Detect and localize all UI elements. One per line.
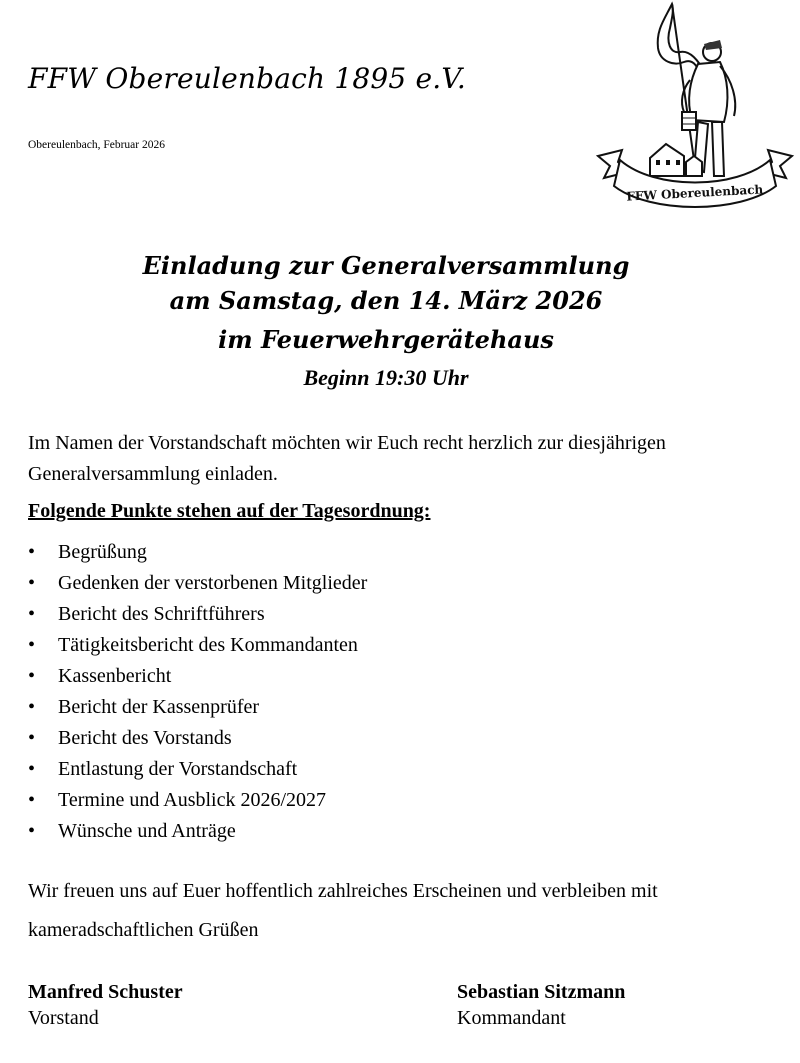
bullet-icon: •	[28, 541, 36, 563]
emblem-graphic	[594, 0, 796, 212]
bullet-icon: •	[28, 820, 36, 842]
agenda-item	[28, 692, 367, 723]
closing-line: kameradschaftlichen Grüßen	[28, 919, 259, 941]
signature-commander	[457, 979, 625, 1031]
agenda-item	[28, 723, 367, 754]
agenda-item	[28, 568, 367, 599]
bullet-icon: •	[28, 603, 36, 625]
agenda-item	[28, 630, 367, 661]
invitation-date: am Samstag, den 14. März 2026	[169, 286, 603, 315]
agenda-item	[28, 599, 367, 630]
agenda-item-label: Wünsche und Anträge	[58, 820, 236, 842]
bullet-icon: •	[28, 572, 36, 594]
bullet-icon: •	[28, 789, 36, 811]
bullet-icon: •	[28, 727, 36, 749]
invitation-location: im Feuerwehrgerätehaus	[218, 325, 554, 354]
agenda-item-label: Bericht des Schriftführers	[58, 603, 265, 625]
organization-title: FFW Obereulenbach 1895 e.V.	[28, 62, 467, 95]
agenda-item	[28, 754, 367, 785]
fire-brigade-emblem-icon	[594, 0, 796, 212]
intro-paragraph: Im Namen der Vorstandschaft möchten wir Euch recht herzlich zur diesjährigen Generalversammlung einladen.	[28, 432, 666, 485]
closing-line: Wir freuen uns auf Euer hoffentlich zahlreiches Erscheinen und verbleiben mit	[28, 880, 658, 902]
signature-role: Kommandant	[457, 1007, 566, 1029]
agenda-item-label: Gedenken der verstorbenen Mitglieder	[58, 572, 368, 594]
closing-paragraph	[28, 872, 768, 950]
agenda-item	[28, 785, 367, 816]
signature-name: Manfred Schuster	[28, 981, 183, 1003]
signature-role: Vorstand	[28, 1007, 99, 1029]
agenda-item	[28, 816, 367, 847]
agenda-item-label: Bericht der Kassenprüfer	[58, 696, 260, 718]
emblem-banner-text: FFW Obereulenbach	[626, 182, 764, 204]
bullet-icon: •	[28, 634, 36, 656]
agenda-item-label: Tätigkeitsbericht des Kommandanten	[58, 634, 358, 656]
agenda-item-label: Termine und Ausblick 2026/2027	[58, 789, 327, 811]
agenda-item-label: Bericht des Vorstands	[58, 727, 232, 749]
agenda-item-label: Begrüßung	[58, 541, 147, 563]
signature-chairman	[28, 979, 183, 1031]
bullet-icon: •	[28, 665, 36, 687]
invitation-title: Einladung zur Generalversammlung	[142, 251, 630, 280]
agenda-list	[28, 537, 367, 847]
agenda-heading: Folgende Punkte stehen auf der Tagesordnung:	[28, 500, 431, 522]
agenda-item	[28, 537, 367, 568]
invitation-start-time: Beginn 19:30 Uhr	[303, 365, 469, 390]
agenda-item	[28, 661, 367, 692]
bullet-icon: •	[28, 696, 36, 718]
signature-name: Sebastian Sitzmann	[457, 981, 626, 1003]
place-date: Obereulenbach, Februar 2026	[28, 139, 165, 151]
agenda-item-label: Entlastung der Vorstandschaft	[58, 758, 298, 780]
agenda-item-label: Kassenbericht	[58, 665, 172, 687]
bullet-icon: •	[28, 758, 36, 780]
